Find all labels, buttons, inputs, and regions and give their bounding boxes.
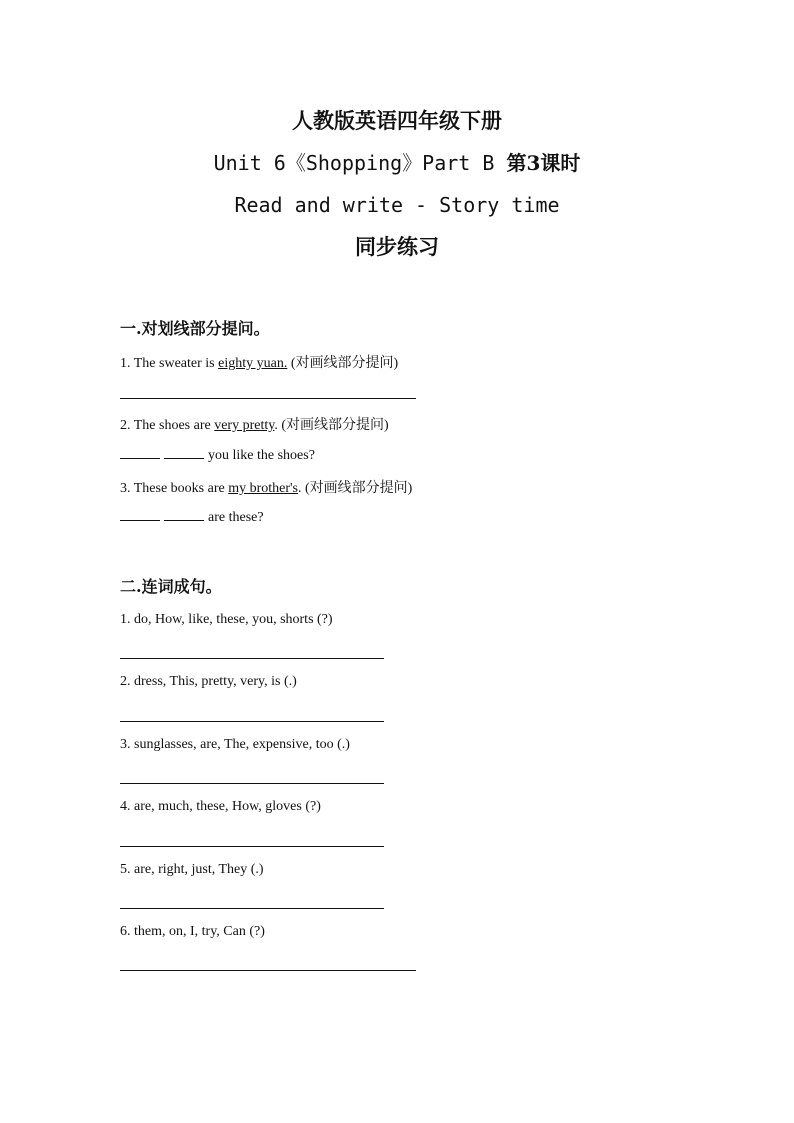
s1-q1-text: The sweater is	[133, 356, 215, 371]
s1-q2-blank-2[interactable]	[164, 446, 204, 459]
s1-q1-number: 1.	[120, 356, 131, 371]
s1-q2-underlined: very pretty	[214, 418, 275, 433]
s2-item-6	[120, 924, 265, 940]
s2-item-1-number: 1.	[120, 612, 131, 627]
s2-item-5-number: 5.	[120, 862, 131, 877]
s2-item-3-number: 3.	[120, 737, 131, 752]
title-unit-lesson: 第3课时	[506, 151, 581, 175]
s2-item-3-words: sunglasses, are, The, expensive, too (.)	[134, 737, 350, 752]
s2-item-5-words: are, right, just, They (.)	[134, 862, 264, 877]
s1-q2-instruction: . (对画线部分提问)	[274, 418, 389, 433]
s1-question-1	[120, 352, 398, 372]
s2-item-6-number: 6.	[120, 924, 131, 939]
s2-item-2	[120, 674, 297, 690]
s1-q2-text: The shoes are	[133, 418, 211, 433]
s2-item-2-number: 2.	[120, 674, 131, 689]
s1-q3-underlined: my brother's	[228, 481, 299, 496]
s1-q3-text: These books are	[133, 481, 225, 496]
s1-q2-answer-text: you like the shoes?	[208, 448, 315, 463]
title-textbook: 人教版英语四年级下册	[292, 108, 502, 133]
section2-heading: 二.连词成句。	[120, 577, 222, 596]
title-unit-en: Unit 6《Shopping》Part B	[213, 151, 495, 175]
s2-item-1	[120, 612, 333, 628]
s1-q3-blank-2[interactable]	[164, 508, 204, 521]
title-lesson: Read and write - Story time	[234, 193, 560, 217]
s1-q1-answer-line[interactable]	[120, 398, 416, 399]
s2-item-4-number: 4.	[120, 799, 131, 814]
s1-q3-instruction: . (对画线部分提问)	[298, 481, 413, 496]
s2-item-5	[120, 862, 264, 878]
s1-q2-blank-1[interactable]	[120, 446, 160, 459]
s2-item-6-answer-line[interactable]	[120, 970, 416, 971]
s1-q3-number: 3.	[120, 481, 131, 496]
s2-item-1-answer-line[interactable]	[120, 658, 384, 659]
s1-q3-blank-1[interactable]	[120, 508, 160, 521]
section1-heading: 一.对划线部分提问。	[120, 319, 270, 338]
title-block	[0, 100, 794, 268]
s2-item-4	[120, 799, 321, 815]
s2-item-5-answer-line[interactable]	[120, 908, 384, 909]
s1-q3-answer-text: are these?	[208, 510, 264, 525]
title-subtitle: 同步练习	[355, 234, 439, 259]
s1-q2-number: 2.	[120, 418, 131, 433]
s1-question-3	[120, 477, 412, 497]
s1-q3-answer	[120, 508, 264, 526]
s2-item-2-answer-line[interactable]	[120, 721, 384, 722]
s2-item-6-words: them, on, I, try, Can (?)	[134, 924, 265, 939]
s2-item-4-answer-line[interactable]	[120, 846, 384, 847]
title-unit	[0, 142, 794, 184]
s2-item-3	[120, 737, 350, 753]
s1-q2-answer	[120, 446, 315, 464]
s2-item-4-words: are, much, these, How, gloves (?)	[134, 799, 321, 814]
s1-question-2	[120, 414, 389, 434]
s1-q1-instruction: (对画线部分提问)	[290, 356, 399, 371]
s2-item-2-words: dress, This, pretty, very, is (.)	[134, 674, 297, 689]
s2-item-3-answer-line[interactable]	[120, 783, 384, 784]
s1-q1-underlined: eighty yuan.	[218, 356, 288, 371]
s2-item-1-words: do, How, like, these, you, shorts (?)	[134, 612, 333, 627]
